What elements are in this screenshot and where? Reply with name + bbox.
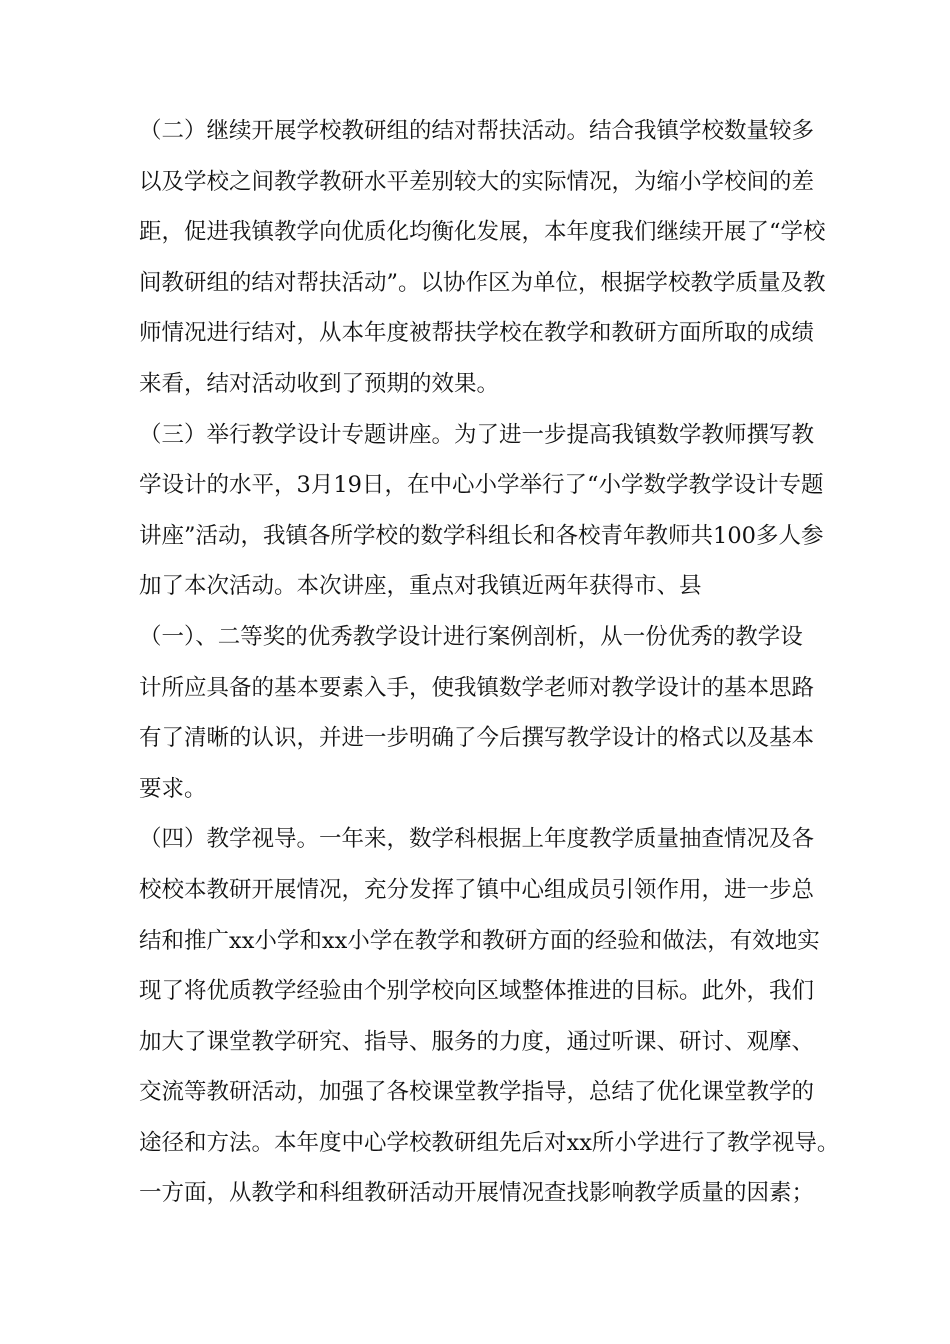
text-line: 师情况进行结对，从本年度被帮扶学校在教学和教研方面所取的成绩 xyxy=(139,320,815,347)
text-line: 来看，结对活动收到了预期的效果。 xyxy=(139,370,500,397)
text-line: 校校本教研开展情况，充分发挥了镇中心组成员引领作用，进一步总 xyxy=(139,876,815,903)
document-body xyxy=(139,106,839,1219)
text-line: （二）继续开展学校教研组的结对帮扶活动。结合我镇学校数量较多 xyxy=(139,118,815,144)
text-line: 讲座”活动，我镇各所学校的数学科组长和各校青年教师共100多人参 xyxy=(139,522,824,549)
text-line: 以及学校之间教学教研水平差别较大的实际情况，为缩小学校间的差 xyxy=(139,168,815,195)
text-line: 学设计的水平，3月19日，在中心小学举行了“小学数学教学设计专题 xyxy=(139,472,824,499)
text-line: 距，促进我镇教学向优质化均衡化发展，本年度我们继续开展了“学校 xyxy=(139,219,826,246)
text-line: 有了清晰的认识，并进一步明确了今后撰写教学设计的格式以及基本 xyxy=(139,725,815,752)
text-line: 计所应具备的基本要素入手，使我镇数学老师对教学设计的基本思路 xyxy=(139,674,815,701)
text-line: 途径和方法。本年度中心学校教研组先后对xx所小学进行了教学视导。 xyxy=(139,1129,840,1156)
text-line: 间教研组的结对帮扶活动”。以协作区为单位，根据学校教学质量及教 xyxy=(139,269,826,296)
text-line: （一）、二等奖的优秀教学设计进行案例剖析，从一份优秀的教学设 xyxy=(139,623,803,650)
text-line: 结和推广xx小学和xx小学在教学和教研方面的经验和做法，有效地实 xyxy=(139,927,820,954)
text-line: 加了本次活动。本次讲座，重点对我镇近两年获得市、县 xyxy=(139,573,702,600)
text-line: 要求。 xyxy=(139,775,207,802)
text-line: （四）教学视导。一年来，数学科根据上年度教学质量抽查情况及各 xyxy=(139,826,815,853)
text-line: （三）举行教学设计专题讲座。为了进一步提高我镇数学教师撰写教 xyxy=(139,421,815,448)
text-line: 加大了课堂教学研究、指导、服务的力度，通过听课、研讨、观摩、 xyxy=(139,1028,815,1055)
text-line: 交流等教研活动，加强了各校课堂教学指导，总结了优化课堂教学的 xyxy=(139,1079,815,1106)
text-line: 一方面，从教学和科组教研活动开展情况查找影响教学质量的因素； xyxy=(139,1180,815,1207)
text-line: 现了将优质教学经验由个别学校向区域整体推进的目标。此外，我们 xyxy=(139,978,815,1005)
